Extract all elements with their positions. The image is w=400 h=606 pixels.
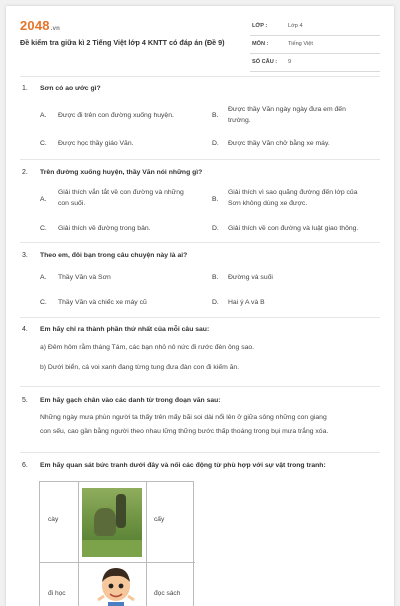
option-letter[interactable]: A. — [40, 112, 47, 119]
page-title: Đề kiểm tra giữa kì 2 Tiếng Việt lớp 4 KNTT có đáp án (Đề 9) — [20, 38, 225, 47]
option-text[interactable]: Giải thích vắn tắt về con đường và những — [58, 189, 184, 196]
option-letter[interactable]: D. — [212, 225, 219, 232]
divider — [20, 159, 380, 160]
divider — [20, 452, 380, 453]
option-letter[interactable]: B. — [212, 274, 219, 281]
question-text: Sơn có ao ước gì? — [40, 85, 101, 92]
meta-row-count — [250, 56, 380, 72]
option-letter[interactable]: A. — [40, 274, 47, 281]
option-letter[interactable]: C. — [40, 140, 47, 147]
meta-value: Tiếng Việt — [288, 41, 313, 47]
logo-suffix: .vn — [50, 26, 61, 32]
site-logo[interactable] — [20, 18, 60, 33]
option-text[interactable]: Giải thích về đường trong bản. — [58, 225, 151, 232]
question-text: Em hãy gạch chân vào các danh từ trong đoạn văn sau: — [40, 397, 221, 404]
document-header — [6, 6, 394, 68]
word-cell[interactable]: cấy — [154, 516, 165, 523]
boy-illustration — [94, 562, 138, 606]
question-text: Theo em, đôi bạn trong câu chuyện này là ai? — [40, 252, 188, 259]
meta-label: SỐ CÂU : — [252, 59, 278, 65]
logo-text: 2048 — [20, 18, 50, 33]
option-letter[interactable]: B. — [212, 196, 219, 203]
option-letter[interactable]: D. — [212, 299, 219, 306]
meta-value: 9 — [288, 59, 292, 65]
question-number: 1. — [22, 85, 28, 92]
option-text[interactable]: Hai ý A và B — [228, 299, 265, 306]
question-number: 6. — [22, 462, 28, 469]
option-text[interactable]: Giải thích vì sao quãng đường đến lớp của — [228, 189, 358, 196]
option-text[interactable]: Được thầy Văn chở bằng xe máy. — [228, 140, 330, 147]
option-text[interactable]: Thầy Văn và chiếc xe máy cũ — [58, 299, 147, 306]
meta-value: Lớp 4 — [288, 23, 303, 29]
option-letter[interactable]: A. — [40, 196, 47, 203]
divider — [20, 242, 380, 243]
meta-table — [250, 20, 380, 74]
word-cell[interactable]: đi học — [48, 590, 66, 597]
meta-label: LỚP : — [252, 23, 268, 29]
question-text: Em hãy chỉ ra thành phần thứ nhất của mỗi câu sau: — [40, 326, 210, 333]
question-text: Trên đường xuống huyện, thầy Văn nói những gì? — [40, 169, 203, 176]
question-number: 4. — [22, 326, 28, 333]
sentence-b: b) Dưới biển, cá voi xanh đang từng tung đưa đàn con đi kiếm ăn. — [40, 364, 240, 371]
option-letter[interactable]: D. — [212, 140, 219, 147]
table-line — [146, 482, 147, 606]
sentence-a: a) Đêm hôm rằm tháng Tám, các bạn nhỏ nô nức đi rước đèn ông sao. — [40, 344, 255, 351]
document-page — [6, 6, 394, 606]
question-number: 5. — [22, 397, 28, 404]
question-number: 2. — [22, 169, 28, 176]
option-text[interactable]: Sơn không dùng xe được. — [228, 200, 308, 207]
option-letter[interactable]: C. — [40, 225, 47, 232]
divider — [20, 76, 380, 77]
option-text[interactable]: Giải thích về con đường và luật giao thông. — [228, 225, 359, 232]
passage-line: con sếu, cao gần bằng người theo nhau lững thững bước thấp thoáng trong bụi mưa trắng xóa. — [40, 428, 329, 435]
matching-table — [39, 481, 194, 606]
question-text: Em hãy quan sát bức tranh dưới đây và nối các động từ phù hợp với sự vật trong tranh: — [40, 462, 326, 469]
meta-row-subject — [250, 38, 380, 54]
word-cell[interactable]: đọc sách — [154, 590, 181, 597]
table-line — [78, 482, 79, 606]
option-text[interactable]: Đường và suối — [228, 274, 273, 281]
option-text[interactable]: Thầy Văn và Sơn — [58, 274, 111, 281]
option-text[interactable]: Được thầy Văn ngày ngày đưa em đến — [228, 106, 346, 113]
option-text[interactable]: con suối. — [58, 200, 86, 207]
divider — [20, 317, 380, 318]
question-number: 3. — [22, 252, 28, 259]
farmer-photo — [82, 488, 142, 557]
option-text[interactable]: trường. — [228, 117, 251, 124]
option-text[interactable]: Được đi trên con đường xuống huyện. — [58, 112, 174, 119]
divider — [20, 386, 380, 387]
passage-line: Những ngày mưa phùn người ta thấy trên mấy bãi soi dài nổi lên ở giữa sông những con giang — [40, 414, 327, 421]
option-text[interactable]: Được học thầy giáo Văn. — [58, 140, 134, 147]
meta-label: MÔN : — [252, 41, 269, 47]
option-letter[interactable]: C. — [40, 299, 47, 306]
word-cell[interactable]: cày — [48, 516, 59, 523]
meta-row-class — [250, 20, 380, 36]
option-letter[interactable]: B. — [212, 112, 219, 119]
